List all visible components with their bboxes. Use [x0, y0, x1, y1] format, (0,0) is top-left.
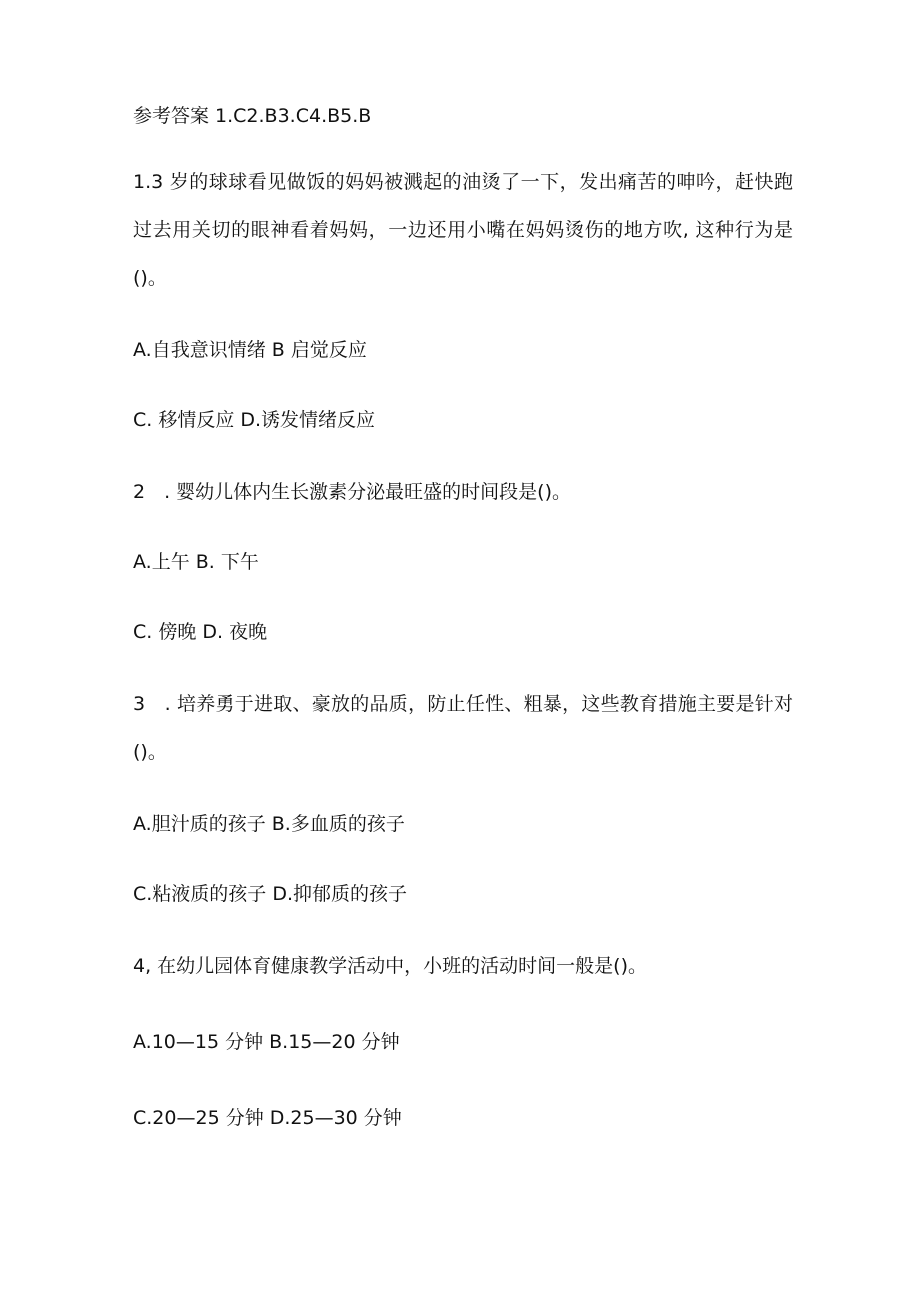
question-3-stem: 3 . 培养勇于进取、豪放的品质，防止任性、粗暴，这些教育措施主要是针对()。: [133, 693, 793, 763]
question-1-stem: 1.3 岁的球球看见做饭的妈妈被溅起的油烫了一下，发出痛苦的呻吟，赶快跑过去用关切的眼神看着妈妈，一边还用小嘴在妈妈烫伤的地方吹, 这种行为是()。: [133, 171, 793, 289]
question-3-options-cd: C.粘液质的孩子 D.抑郁质的孩子: [133, 883, 408, 905]
question-4-options-ab: A.10—15 分钟 B.15—20 分钟: [133, 1031, 400, 1053]
question-4-options-cd: C.20—25 分钟 D.25—30 分钟: [133, 1107, 402, 1129]
question-4-stem: 4, 在幼儿园体育健康教学活动中，小班的活动时间一般是()。: [133, 955, 647, 977]
question-2-options-cd: C. 傍晚 D. 夜晚: [133, 621, 268, 643]
question-1-options-ab: A.自我意识情绪 B 启觉反应: [133, 339, 367, 361]
answer-key: 参考答案 1.C2.B3.C4.B5.B: [133, 105, 372, 127]
question-3-options-ab: A.胆汁质的孩子 B.多血质的孩子: [133, 813, 405, 835]
question-2-options-ab: A.上午 B. 下午: [133, 551, 259, 573]
question-1-options-cd: C. 移情反应 D.诱发情绪反应: [133, 409, 376, 431]
question-2-stem: 2 . 婴幼儿体内生长激素分泌最旺盛的时间段是()。: [133, 481, 571, 503]
